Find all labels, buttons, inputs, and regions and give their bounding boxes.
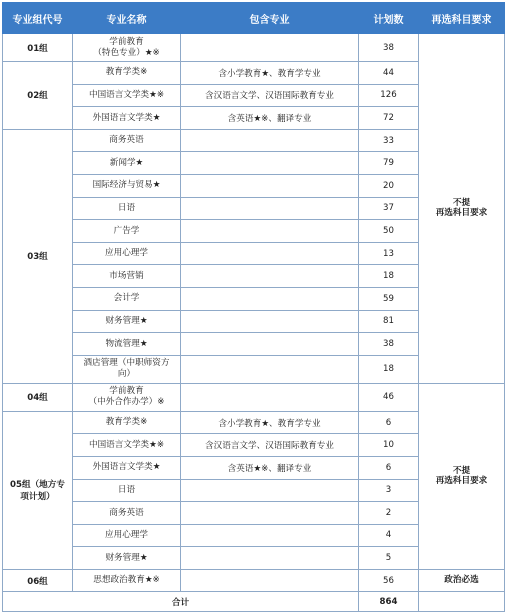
major-name-cell: 酒店管理（中职师资方 向） bbox=[73, 355, 181, 383]
plan-count-cell: 6 bbox=[359, 411, 419, 434]
group-code-cell: 05组（地方专 项计划） bbox=[3, 411, 73, 569]
plan-count-cell: 81 bbox=[359, 310, 419, 333]
group-code-cell: 04组 bbox=[3, 383, 73, 411]
major-name-cell: 商务英语 bbox=[73, 129, 181, 152]
included-majors-cell bbox=[181, 310, 359, 333]
total-row bbox=[3, 592, 505, 612]
major-name-cell: 财务管理★ bbox=[73, 310, 181, 333]
included-majors-cell bbox=[181, 242, 359, 265]
plan-count-cell: 38 bbox=[359, 34, 419, 62]
plan-count-cell: 79 bbox=[359, 152, 419, 175]
major-name-cell: 中国语言文学类★※ bbox=[73, 84, 181, 107]
included-majors-cell: 含小学教育★、教育学专业 bbox=[181, 411, 359, 434]
plan-count-cell: 18 bbox=[359, 355, 419, 383]
plan-count-cell: 5 bbox=[359, 547, 419, 570]
header-row bbox=[3, 3, 505, 34]
major-name-cell: 日语 bbox=[73, 479, 181, 502]
group-code-cell: 03组 bbox=[3, 129, 73, 383]
included-majors-cell bbox=[181, 383, 359, 411]
included-majors-cell: 含小学教育★、教育学专业 bbox=[181, 62, 359, 85]
included-majors-cell: 含汉语言文学、汉语国际教育专业 bbox=[181, 84, 359, 107]
total-requirement-cell bbox=[419, 592, 505, 612]
major-name-cell: 思想政治教育★※ bbox=[73, 569, 181, 592]
major-name-cell: 应用心理学 bbox=[73, 242, 181, 265]
major-name-cell: 商务英语 bbox=[73, 502, 181, 525]
included-majors-cell bbox=[181, 265, 359, 288]
included-majors-cell bbox=[181, 152, 359, 175]
plan-count-cell: 59 bbox=[359, 287, 419, 310]
included-majors-cell: 含英语★※、翻译专业 bbox=[181, 107, 359, 130]
included-majors-cell bbox=[181, 479, 359, 502]
plan-count-cell: 18 bbox=[359, 265, 419, 288]
included-majors-cell bbox=[181, 287, 359, 310]
plan-count-cell: 46 bbox=[359, 383, 419, 411]
header-subject-requirement: 再选科目要求 bbox=[419, 3, 505, 34]
total-label: 合计 bbox=[3, 592, 359, 612]
subject-requirement-cell: 政治必选 bbox=[419, 569, 505, 592]
table-body bbox=[3, 34, 505, 612]
major-name-cell: 日语 bbox=[73, 197, 181, 220]
group-code-cell: 01组 bbox=[3, 34, 73, 62]
plan-count-cell: 37 bbox=[359, 197, 419, 220]
group-code-cell: 02组 bbox=[3, 62, 73, 130]
plan-count-cell: 33 bbox=[359, 129, 419, 152]
subject-requirement-cell: 不提 再选科目要求 bbox=[419, 34, 505, 384]
plan-count-cell: 20 bbox=[359, 174, 419, 197]
major-name-cell: 应用心理学 bbox=[73, 524, 181, 547]
included-majors-cell bbox=[181, 569, 359, 592]
major-name-cell: 外国语言文学类★ bbox=[73, 456, 181, 479]
major-name-cell: 学前教育 （特色专业）★※ bbox=[73, 34, 181, 62]
included-majors-cell bbox=[181, 129, 359, 152]
included-majors-cell bbox=[181, 174, 359, 197]
plan-count-cell: 44 bbox=[359, 62, 419, 85]
plan-count-cell: 3 bbox=[359, 479, 419, 502]
included-majors-cell bbox=[181, 197, 359, 220]
included-majors-cell bbox=[181, 333, 359, 356]
enrollment-plan-table bbox=[2, 2, 505, 612]
included-majors-cell bbox=[181, 547, 359, 570]
group-code-cell: 06组 bbox=[3, 569, 73, 592]
included-majors-cell: 含英语★※、翻译专业 bbox=[181, 456, 359, 479]
major-name-cell: 教育学类※ bbox=[73, 62, 181, 85]
included-majors-cell bbox=[181, 355, 359, 383]
plan-count-cell: 4 bbox=[359, 524, 419, 547]
table-row bbox=[3, 383, 505, 411]
plan-count-cell: 38 bbox=[359, 333, 419, 356]
plan-count-cell: 50 bbox=[359, 220, 419, 243]
major-name-cell: 会计学 bbox=[73, 287, 181, 310]
major-name-cell: 中国语言文学类★※ bbox=[73, 434, 181, 457]
table-row bbox=[3, 34, 505, 62]
major-name-cell: 外国语言文学类★ bbox=[73, 107, 181, 130]
major-name-cell: 财务管理★ bbox=[73, 547, 181, 570]
plan-count-cell: 13 bbox=[359, 242, 419, 265]
included-majors-cell bbox=[181, 524, 359, 547]
major-name-cell: 广告学 bbox=[73, 220, 181, 243]
major-name-cell: 国际经济与贸易★ bbox=[73, 174, 181, 197]
header-included-majors: 包含专业 bbox=[181, 3, 359, 34]
included-majors-cell bbox=[181, 502, 359, 525]
plan-count-cell: 56 bbox=[359, 569, 419, 592]
table-row bbox=[3, 569, 505, 592]
header-major-name: 专业名称 bbox=[73, 3, 181, 34]
plan-count-cell: 10 bbox=[359, 434, 419, 457]
plan-count-cell: 126 bbox=[359, 84, 419, 107]
major-name-cell: 新闻学★ bbox=[73, 152, 181, 175]
included-majors-cell: 含汉语言文学、汉语国际教育专业 bbox=[181, 434, 359, 457]
major-name-cell: 教育学类※ bbox=[73, 411, 181, 434]
total-value: 864 bbox=[359, 592, 419, 612]
plan-count-cell: 2 bbox=[359, 502, 419, 525]
header-group-code: 专业组代号 bbox=[3, 3, 73, 34]
major-name-cell: 市场营销 bbox=[73, 265, 181, 288]
subject-requirement-cell: 不提 再选科目要求 bbox=[419, 383, 505, 569]
included-majors-cell bbox=[181, 220, 359, 243]
header-plan-count: 计划数 bbox=[359, 3, 419, 34]
major-name-cell: 物流管理★ bbox=[73, 333, 181, 356]
major-name-cell: 学前教育 （中外合作办学）※ bbox=[73, 383, 181, 411]
plan-count-cell: 72 bbox=[359, 107, 419, 130]
included-majors-cell bbox=[181, 34, 359, 62]
plan-count-cell: 6 bbox=[359, 456, 419, 479]
